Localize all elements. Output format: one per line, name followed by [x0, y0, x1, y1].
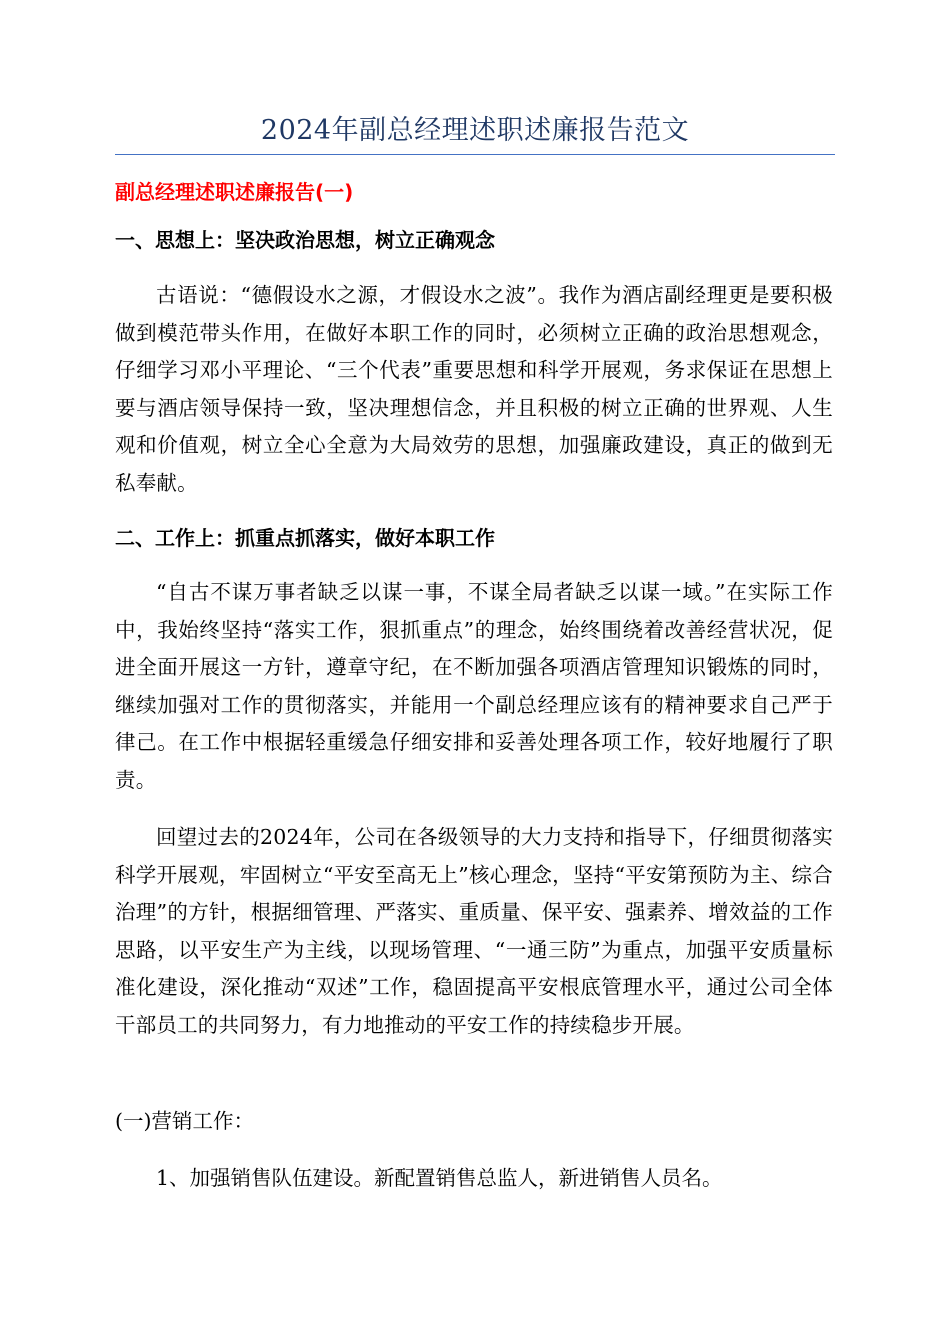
paragraph-2: “自古不谋万事者缺乏以谋一事，不谋全局者缺乏以谋一域。”在实际工作中，我始终坚持“落实工作，狠抓重点”的理念，始终围绕着改善经营状况，促进全面开展这一方针，遵章守纪，在不断加强各项酒店管理知识锻炼的同时，继续加强对工作的贯彻落实，并能用一个副总经理应该有的精神要求自己严于律己。在工作中根据轻重缓急仔细安排和妥善处理各项工作，较好地履行了职责。 — [115, 580, 833, 792]
section-heading-1: 一、思想上：坚决政治思想，树立正确观念 — [115, 228, 495, 252]
list-item-1: 1、加强销售队伍建设。新配置销售总监人，新进销售人员名。 — [156, 1166, 723, 1190]
paragraph-1: 古语说：“德假设水之源，才假设水之波”。我作为酒店副经理更是要积极做到模范带头作用，在做好本职工作的同时，必须树立正确的政治思想观念，仔细学习邓小平理论、“三个代表”重要思想和科学开展观，务求保证在思想上要与酒店领导保持一致，坚决理想信念，并且积极的树立正确的世界观、人生观和价值观，树立全心全意为大局效劳的思想，加强廉政建设，真正的做到无私奉献。 — [115, 283, 833, 495]
report-subtitle: 副总经理述职述廉报告(一) — [115, 180, 354, 204]
marketing-heading: (一)营销工作： — [115, 1109, 254, 1133]
section-heading-2: 二、工作上：抓重点抓落实，做好本职工作 — [115, 526, 495, 550]
title-underline — [115, 154, 835, 155]
document-title: 2024年副总经理述职述廉报告范文 — [260, 115, 690, 146]
paragraph-3: 回望过去的2024年，公司在各级领导的大力支持和指导下，仔细贯彻落实科学开展观，牢固树立“平安至高无上”核心理念，坚持“平安第预防为主、综合治理”的方针，根据细管理、严落实、重质量、保平安、强素养、增效益的工作思路，以平安生产为主线，以现场管理、“一通三防”为重点，加强平安质量标准化建设，深化推动“双述”工作，稳固提高平安根底管理水平，通过公司全体干部员工的共同努力，有力地推动的平安工作的持续稳步开展。 — [115, 825, 833, 1037]
